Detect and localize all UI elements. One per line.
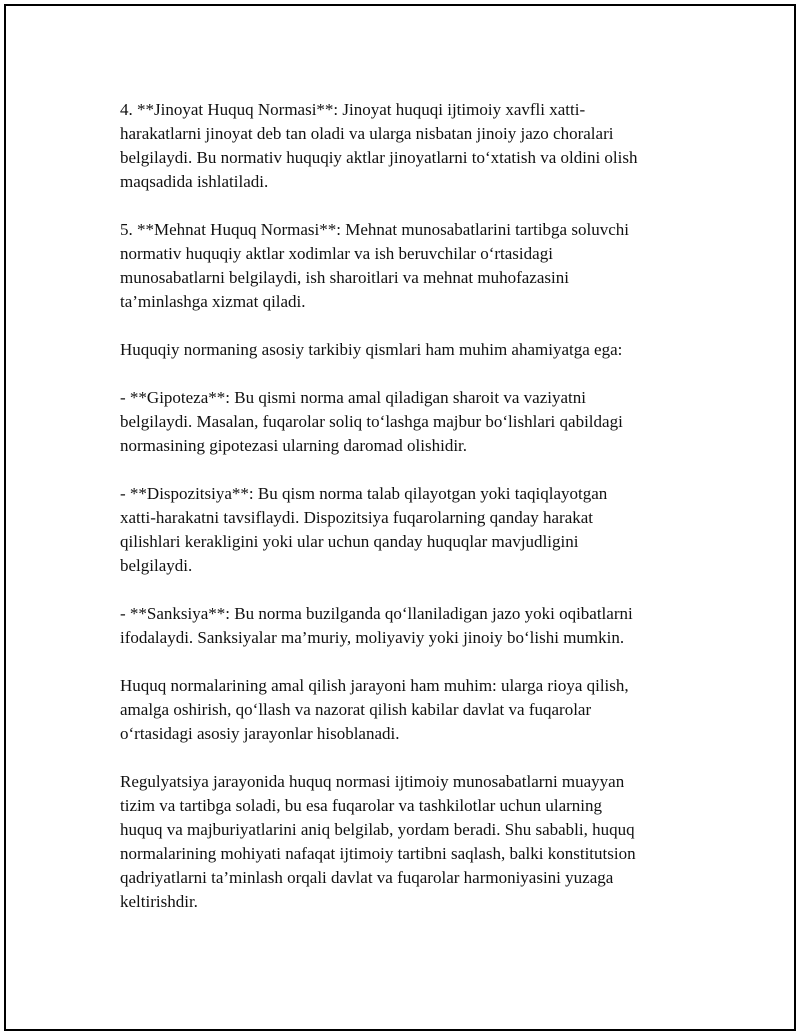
document-page [4, 4, 796, 1031]
paragraph-regulation-conclusion: Regulyatsiya jarayonida huquq normasi ijtimoiy munosabatlarni muayyan tizim va tartibga soladi, bu esa fuqarolar va tashkilotlar uchun ularning huquq va majburiyatlarini aniq belgilab, yordam beradi. Shu sababli, huquq normalarining mohiyati nafaqat ijtimoiy tartibni saqlash, balki konstitutsion qadriyatlarni ta’minlash orqali davlat va fuqarolar harmoniyasini yuzaga keltirishdir. [120, 772, 636, 911]
paragraph-norm-components-intro: Huquqiy normaning asosiy tarkibiy qismlari ham muhim ahamiyatga ega: [120, 340, 623, 359]
paragraph-sanction: - **Sanksiya**: Bu norma buzilganda qo‘llaniladigan jazo yoki oqibatlarni ifodalaydi. Sanksiyalar ma’muriy, moliyaviy yoki jinoiy bo‘lishi mumkin. [120, 604, 633, 647]
paragraph-application-process: Huquq normalarining amal qilish jarayoni ham muhim: ularga rioya qilish, amalga oshirish, qo‘llash va nazorat qilish kabilar davlat va fuqarolar o‘rtasidagi asosiy jarayonlar hisoblanadi. [120, 676, 629, 743]
document-body [120, 98, 700, 938]
paragraph-labor-law-norm: 5. **Mehnat Huquq Normasi**: Mehnat munosabatlarini tartibga soluvchi normativ huquqiy aktlar xodimlar va ish beruvchilar o‘rtasidagi munosabatlarni belgilaydi, ish sharoitlari va mehnat muhofazasini ta’minlashga xizmat qiladi. [120, 220, 629, 311]
paragraph-criminal-law-norm: 4. **Jinoyat Huquq Normasi**: Jinoyat huquqi ijtimoiy xavfli xatti- harakatlarni jinoyat deb tan oladi va ularga nisbatan jinoiy jazo choralari belgilaydi. Bu normativ huquqiy aktlar jinoyatlarni to‘xtatish va oldini olish maqsadida ishlatiladi. [120, 100, 638, 191]
paragraph-disposition: - **Dispozitsiya**: Bu qism norma talab qilayotgan yoki taqiqlayotgan xatti-harakatni tavsiflaydi. Dispozitsiya fuqarolarning qanday harakat qilishlari kerakligini yoki ular uchun qanday huquqlar mavjudligini belgilaydi. [120, 484, 608, 575]
paragraph-hypothesis: - **Gipoteza**: Bu qismi norma amal qiladigan sharoit va vaziyatni belgilaydi. Masalan, fuqarolar soliq to‘lashga majbur bo‘lishlari qabildagi normasining gipotezasi ularning daromad olishidir. [120, 388, 623, 455]
